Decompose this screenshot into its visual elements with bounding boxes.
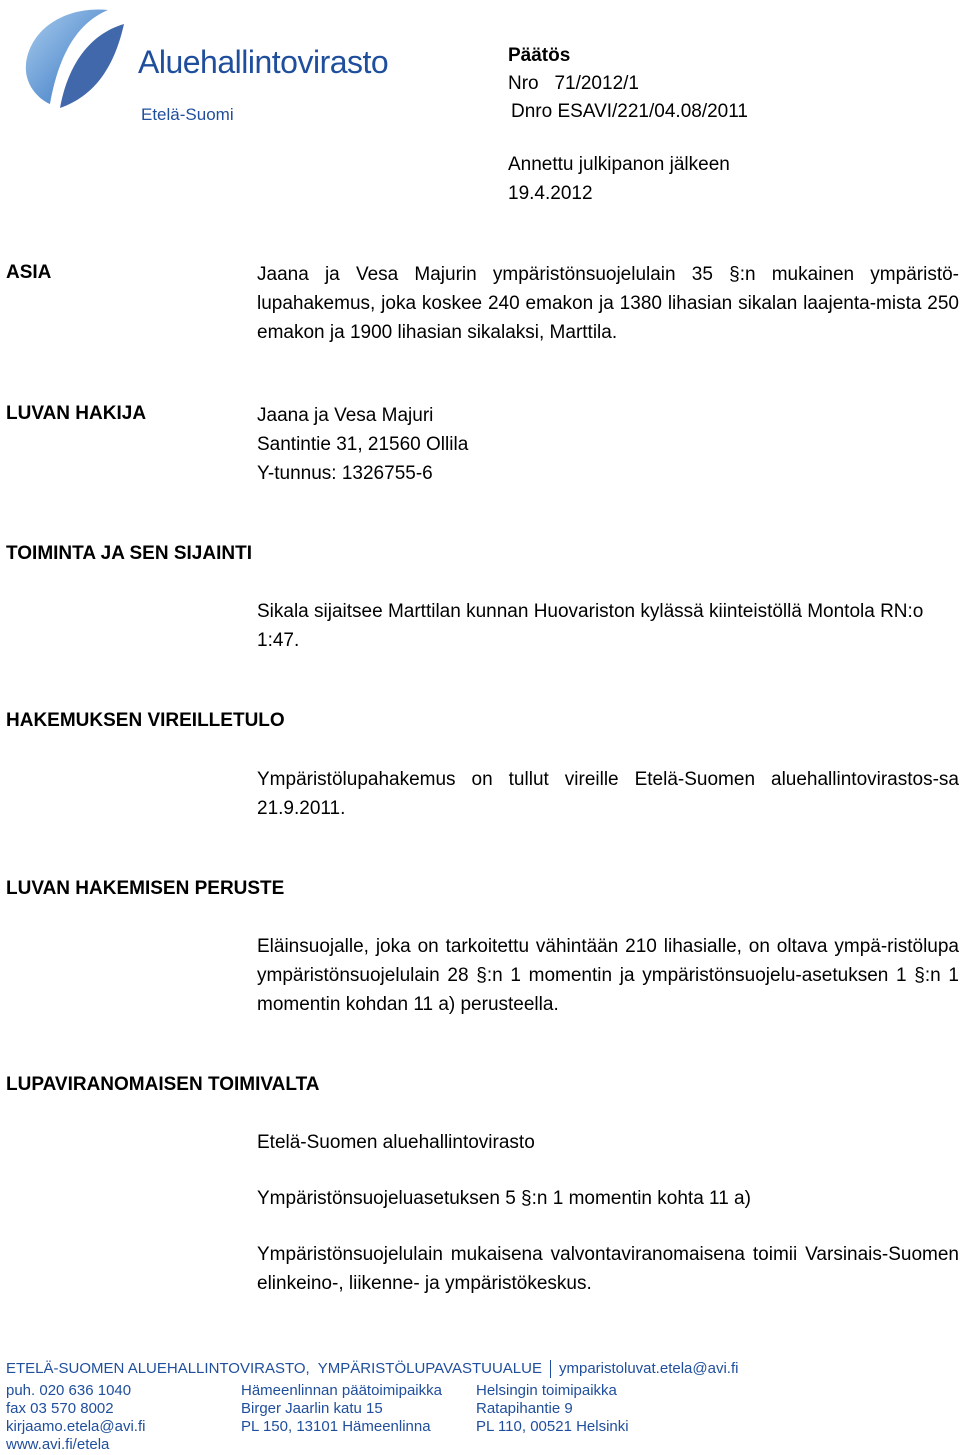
footer-helsinki-street: Ratapihantie 9 (476, 1400, 573, 1417)
agency-logo (20, 4, 400, 122)
section-text-asia: Jaana ja Vesa Majurin ympäristönsuojelulain 35 §:n mukainen ympäristö-lupahakemus, joka koskee 240 emakon ja 1380 lihasian sikalan laajenta-mista 250 emakon ja 1900 lihasian sikalaksi, Marttila. (257, 264, 959, 343)
authority-p2: Ympäristönsuojeluasetuksen 5 §:n 1 momentin kohta 11 a) (257, 1188, 751, 1209)
footer-hameenlinna-column (241, 1382, 442, 1436)
issue-date-block (508, 150, 730, 208)
logo-wordmark: Aluehallintovirasto (138, 44, 389, 80)
footer-hameenlinna-po: PL 150, 13101 Hämeenlinna (241, 1418, 431, 1435)
logo-emblem-icon (20, 4, 130, 116)
authority-p1: Etelä-Suomen aluehallintovirasto (257, 1132, 535, 1153)
footer-hameenlinna-title: Hämeenlinnan päätoimipaikka (241, 1382, 442, 1399)
footer-helsinki-title: Helsingin toimipaikka (476, 1382, 617, 1399)
authority-p3: Ympäristönsuojelulain mukaisena valvontaviranomaisena toimii Varsinais-Suomen elinkeino-, liikenne- ja ympäristökeskus. (257, 1244, 959, 1294)
section-label-toiminta: TOIMINTA JA SEN SIJAINTI (6, 543, 252, 564)
applicant-block (257, 401, 959, 488)
document-type: Päätös (508, 45, 571, 66)
applicant-address: Santintie 31, 21560 Ollila (257, 434, 469, 455)
decision-number: Nro 71/2012/1 (508, 73, 639, 94)
logo-region: Etelä-Suomi (141, 105, 234, 124)
issue-date: 19.4.2012 (508, 183, 593, 204)
footer-org: ETELÄ-SUOMEN ALUEHALLINTOVIRASTO, YMPÄRISTÖLUPAVASTUUALUE (6, 1360, 542, 1377)
section-label-toimivalta: LUPAVIRANOMAISEN TOIMIVALTA (6, 1074, 320, 1095)
section-text-vireilletulo: Ympäristölupahakemus on tullut vireille Etelä-Suomen aluehallintovirastos-sa 21.9.2011. (257, 769, 959, 819)
footer-fax: fax 03 570 8002 (6, 1400, 114, 1417)
footer-hameenlinna-street: Birger Jaarlin katu 15 (241, 1400, 383, 1417)
section-label-vireilletulo: HAKEMUKSEN VIREILLETULO (6, 710, 285, 731)
section-label-asia: ASIA (6, 262, 52, 283)
footer-contact-column (6, 1382, 145, 1454)
diary-number: Dnro ESAVI/221/04.08/2011 (511, 101, 748, 122)
footer-website[interactable]: www.avi.fi/etela (6, 1436, 110, 1453)
section-label-peruste: LUVAN HAKEMISEN PERUSTE (6, 878, 285, 899)
applicant-business-id: Y-tunnus: 1326755-6 (257, 463, 433, 484)
section-text-toiminta: Sikala sijaitsee Marttilan kunnan Huovariston kylässä kiinteistöllä Montola RN:o 1:47. (257, 601, 924, 651)
footer-separator (550, 1360, 551, 1378)
footer-email-main[interactable]: ymparistoluvat.etela@avi.fi (558, 1360, 739, 1377)
footer-org-line (6, 1360, 738, 1378)
footer-email[interactable]: kirjaamo.etela@avi.fi (6, 1418, 146, 1435)
issue-date-label: Annettu julkipanon jälkeen (508, 154, 730, 175)
section-text-peruste: Eläinsuojalle, joka on tarkoitettu vähintään 210 lihasialle, on oltava ympä-ristölupa ympäristönsuojelulain 28 §:n 1 momentin ja ympäristönsuojelu-asetuksen 1 §:n 1 momentin kohdan 11 a) perusteella. (257, 936, 959, 1015)
section-label-hakija: LUVAN HAKIJA (6, 403, 147, 424)
footer-phone: puh. 020 636 1040 (6, 1382, 132, 1399)
applicant-name: Jaana ja Vesa Majuri (257, 405, 434, 426)
footer-helsinki-column (476, 1382, 629, 1436)
footer-helsinki-po: PL 110, 00521 Helsinki (476, 1418, 629, 1435)
